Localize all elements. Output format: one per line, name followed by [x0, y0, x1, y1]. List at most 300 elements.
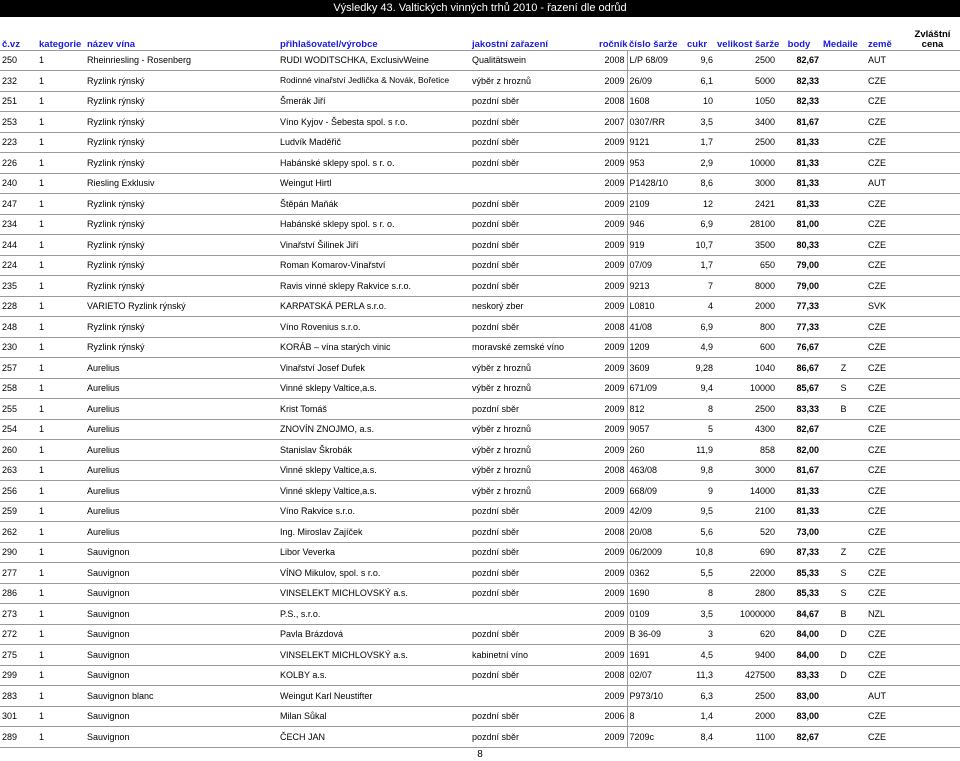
cell-velikost: 22000 — [749, 567, 775, 578]
cell-zeme: CZE — [868, 198, 886, 209]
cell-cukr: 5,6 — [700, 526, 713, 537]
cell-nazev: Aurelius — [87, 526, 120, 537]
cell-rocnik: 2009 — [604, 198, 625, 209]
cell-prihlasovatel: Ludvík Maděřič — [280, 137, 342, 148]
cell-cena — [905, 214, 960, 235]
cell-cukr: 11,3 — [696, 670, 713, 681]
cell-sarze: 8 — [627, 706, 685, 727]
cell-zeme: CZE — [868, 649, 886, 660]
cell-prihlasovatel: Habánské sklepy spol. s r. o. — [280, 157, 395, 168]
cell-medaile — [821, 522, 866, 543]
cell-medaile — [821, 91, 866, 112]
cell-sarze: 0109 — [627, 604, 685, 625]
cell-zeme: CZE — [868, 465, 886, 476]
cell-kategorie: 1 — [39, 670, 45, 681]
cell-nazev: Ryzlink rýnský — [87, 321, 145, 332]
header-body: body — [787, 38, 811, 50]
cell-rocnik: 2009 — [604, 690, 625, 701]
cell-velikost: 3400 — [754, 116, 775, 127]
cell-cv: 290 — [2, 547, 18, 558]
cell-medaile — [821, 460, 866, 481]
cell-medaile — [821, 440, 866, 461]
table-row — [0, 50, 960, 71]
cell-zeme: CZE — [868, 485, 886, 496]
cell-cena — [905, 583, 960, 604]
cell-cukr: 8 — [707, 588, 713, 599]
cell-velikost: 620 — [759, 629, 775, 640]
cell-zeme: CZE — [868, 629, 886, 640]
cell-medaile: D — [840, 629, 847, 640]
cell-medaile — [821, 501, 866, 522]
cell-jakost: pozdní sběr — [472, 96, 520, 107]
cell-zeme: CZE — [868, 342, 886, 353]
cell-body: 81,67 — [796, 116, 819, 127]
cell-prihlasovatel: ZNOVÍN ZNOJMO, a.s. — [280, 424, 375, 435]
cell-jakost: pozdní sběr — [472, 629, 520, 640]
cell-rocnik: 2009 — [604, 137, 625, 148]
cell-cv: 283 — [2, 690, 18, 701]
cell-jakost: pozdní sběr — [472, 260, 520, 271]
cell-jakost: výběr z hroznů — [472, 362, 532, 373]
cell-velikost: 2500 — [754, 55, 775, 66]
cell-prihlasovatel: Pavla Brázdová — [280, 629, 344, 640]
cell-sarze: 42/09 — [627, 501, 685, 522]
cell-sarze: P973/10 — [627, 686, 685, 707]
cell-cena — [905, 563, 960, 584]
cell-nazev: Ryzlink rýnský — [87, 198, 145, 209]
cell-body: 82,67 — [796, 731, 819, 742]
cell-body: 87,33 — [796, 547, 819, 558]
cell-kategorie: 1 — [39, 260, 45, 271]
cell-cv: 254 — [2, 424, 18, 435]
cell-cena — [905, 624, 960, 645]
cell-cena — [905, 255, 960, 276]
cell-cena — [905, 419, 960, 440]
cell-medaile: B — [840, 608, 847, 619]
cell-kategorie: 1 — [39, 649, 45, 660]
cell-prihlasovatel: Krist Tomáš — [280, 403, 327, 414]
cell-cukr: 8,4 — [700, 731, 713, 742]
cell-kategorie: 1 — [39, 280, 45, 291]
cell-kategorie: 1 — [39, 55, 45, 66]
cell-kategorie: 1 — [39, 690, 45, 701]
cell-zeme: CZE — [868, 321, 886, 332]
cell-kategorie: 1 — [39, 321, 45, 332]
cell-medaile — [821, 296, 866, 317]
cell-kategorie: 1 — [39, 567, 45, 578]
cell-velikost: 1000000 — [739, 608, 775, 619]
cell-body: 84,00 — [796, 649, 819, 660]
cell-velikost: 10000 — [749, 157, 775, 168]
cell-zeme: CZE — [868, 547, 886, 558]
cell-cukr: 4,5 — [700, 649, 713, 660]
cell-cv: 226 — [2, 157, 18, 168]
cell-medaile — [821, 173, 866, 194]
cell-cv: 251 — [2, 96, 18, 107]
cell-prihlasovatel: Vinařství Šilinek Jiří — [280, 239, 359, 250]
table-row — [0, 542, 960, 563]
cell-nazev: Ryzlink rýnský — [87, 260, 145, 271]
cell-zeme: CZE — [868, 444, 886, 455]
cell-jakost: pozdní sběr — [472, 731, 520, 742]
cell-velikost: 1100 — [755, 731, 775, 742]
cell-kategorie: 1 — [39, 383, 45, 394]
cell-cv: 260 — [2, 444, 18, 455]
cell-cukr: 8 — [707, 403, 713, 414]
cell-prihlasovatel: VINSELEKT MICHLOVSKÝ a.s. — [280, 588, 408, 599]
cell-cv: 228 — [2, 301, 18, 312]
table-row — [0, 173, 960, 194]
cell-medaile — [821, 235, 866, 256]
cell-nazev: Ryzlink rýnský — [87, 116, 145, 127]
cell-zeme: CZE — [868, 711, 886, 722]
cell-nazev: Riesling Exklusiv — [87, 178, 155, 189]
cell-cena — [905, 522, 960, 543]
cell-nazev: Sauvignon — [87, 608, 130, 619]
cell-nazev: Aurelius — [87, 465, 120, 476]
cell-sarze: 2109 — [627, 194, 685, 215]
cell-nazev: Ryzlink rýnský — [87, 96, 145, 107]
cell-zeme: CZE — [868, 506, 886, 517]
cell-sarze: 06/2009 — [627, 542, 685, 563]
cell-kategorie: 1 — [39, 362, 45, 373]
cell-body: 81,33 — [796, 178, 819, 189]
cell-velikost: 2100 — [754, 506, 775, 517]
cell-zeme: CZE — [868, 383, 886, 394]
table-row — [0, 296, 960, 317]
cell-body: 77,33 — [796, 321, 819, 332]
cell-prihlasovatel: VINSELEKT MICHLOVSKÝ a.s. — [280, 649, 408, 660]
cell-jakost: pozdní sběr — [472, 137, 520, 148]
table-row — [0, 645, 960, 666]
cell-body: 85,33 — [796, 567, 819, 578]
cell-rocnik: 2009 — [604, 75, 625, 86]
cell-cena — [905, 378, 960, 399]
cell-medaile — [821, 255, 866, 276]
cell-velikost: 858 — [759, 444, 775, 455]
cell-nazev: Aurelius — [87, 362, 120, 373]
cell-kategorie: 1 — [39, 157, 45, 168]
cell-nazev: Ryzlink rýnský — [87, 75, 145, 86]
table-row — [0, 563, 960, 584]
cell-kategorie: 1 — [39, 198, 45, 209]
cell-nazev: Sauvignon — [87, 567, 130, 578]
cell-body: 85,67 — [796, 383, 819, 394]
cell-velikost: 28100 — [749, 219, 775, 230]
cell-velikost: 690 — [759, 547, 775, 558]
cell-cena — [905, 645, 960, 666]
cell-body: 83,33 — [796, 670, 819, 681]
cell-zeme: CZE — [868, 116, 886, 127]
cell-velikost: 2500 — [754, 137, 775, 148]
cell-cena — [905, 50, 960, 71]
cell-cukr: 1,4 — [700, 711, 713, 722]
cell-cukr: 9,4 — [700, 383, 713, 394]
header-cena-bottom: cena — [921, 38, 944, 50]
table-row — [0, 153, 960, 174]
cell-body: 80,33 — [796, 239, 819, 250]
cell-sarze: 463/08 — [627, 460, 685, 481]
cell-prihlasovatel: Víno Kyjov - Šebesta spol. s r.o. — [280, 116, 408, 127]
cell-cukr: 6,9 — [700, 321, 713, 332]
cell-cukr: 10,7 — [695, 239, 713, 250]
cell-nazev: Ryzlink rýnský — [87, 157, 145, 168]
cell-jakost: pozdní sběr — [472, 670, 520, 681]
cell-jakost: pozdní sběr — [472, 711, 520, 722]
cell-medaile — [821, 71, 866, 92]
cell-jakost: Qualitätswein — [472, 55, 527, 66]
cell-nazev: Ryzlink rýnský — [87, 239, 145, 250]
cell-velikost: 650 — [759, 260, 775, 271]
cell-kategorie: 1 — [39, 116, 45, 127]
cell-prihlasovatel: Ing. Miroslav Zajíček — [280, 526, 363, 537]
cell-rocnik: 2009 — [604, 649, 625, 660]
cell-jakost: pozdní sběr — [472, 403, 520, 414]
cell-medaile: B — [840, 403, 847, 414]
cell-cukr: 6,9 — [700, 219, 713, 230]
cell-zeme: CZE — [868, 362, 886, 373]
cell-kategorie: 1 — [39, 178, 45, 189]
cell-rocnik: 2009 — [604, 280, 625, 291]
cell-zeme: CZE — [868, 731, 886, 742]
cell-nazev: Aurelius — [87, 424, 120, 435]
cell-cukr: 9,5 — [700, 506, 713, 517]
cell-kategorie: 1 — [39, 588, 45, 599]
cell-kategorie: 1 — [39, 301, 45, 312]
cell-medaile — [821, 194, 866, 215]
cell-nazev: Ryzlink rýnský — [87, 219, 145, 230]
cell-medaile — [821, 50, 866, 71]
cell-sarze: 260 — [627, 440, 685, 461]
cell-cena — [905, 686, 960, 707]
cell-cv: 273 — [2, 608, 18, 619]
cell-body: 81,00 — [796, 219, 819, 230]
cell-cv: 234 — [2, 219, 18, 230]
table-row — [0, 194, 960, 215]
cell-cena — [905, 235, 960, 256]
cell-sarze: L/P 68/09 — [627, 50, 685, 71]
table-row — [0, 91, 960, 112]
cell-prihlasovatel: Víno Rakvice s.r.o. — [280, 506, 356, 517]
cell-sarze: B 36-09 — [627, 624, 685, 645]
cell-cena — [905, 112, 960, 133]
cell-jakost: výběr z hroznů — [472, 424, 532, 435]
cell-body: 83,33 — [796, 403, 819, 414]
cell-velikost: 600 — [759, 342, 775, 353]
cell-zeme: AUT — [868, 178, 886, 189]
cell-cena — [905, 276, 960, 297]
cell-velikost: 2000 — [754, 711, 775, 722]
cell-cukr: 2,9 — [700, 157, 713, 168]
cell-body: 81,33 — [796, 157, 819, 168]
cell-sarze: 668/09 — [627, 481, 685, 502]
cell-medaile — [821, 706, 866, 727]
cell-nazev: Sauvignon — [87, 731, 130, 742]
cell-cukr: 4 — [707, 301, 713, 312]
cell-cv: 248 — [2, 321, 18, 332]
cell-cena — [905, 71, 960, 92]
cell-kategorie: 1 — [39, 465, 45, 476]
table-row — [0, 276, 960, 297]
cell-rocnik: 2009 — [604, 403, 625, 414]
cell-prihlasovatel: Milan Sůkal — [280, 711, 327, 722]
cell-cv: 250 — [2, 55, 18, 66]
cell-velikost: 8000 — [754, 280, 775, 291]
cell-body: 82,00 — [796, 444, 819, 455]
cell-cukr: 1,7 — [700, 137, 713, 148]
cell-cv: 289 — [2, 731, 18, 742]
cell-nazev: Aurelius — [87, 444, 120, 455]
cell-cena — [905, 153, 960, 174]
cell-velikost: 4300 — [754, 424, 775, 435]
cell-medaile — [821, 727, 866, 748]
cell-velikost: 2000 — [754, 301, 775, 312]
cell-cena — [905, 358, 960, 379]
cell-body: 84,00 — [796, 629, 819, 640]
cell-cena — [905, 91, 960, 112]
cell-cukr: 9,6 — [700, 55, 713, 66]
cell-cukr: 3,5 — [700, 116, 713, 127]
cell-sarze: 41/08 — [627, 317, 685, 338]
cell-cv: 301 — [2, 711, 18, 722]
cell-rocnik: 2008 — [604, 96, 625, 107]
cell-nazev: Aurelius — [87, 506, 120, 517]
cell-prihlasovatel: Weingut Hirtl — [280, 178, 332, 189]
cell-sarze: 20/08 — [627, 522, 685, 543]
cell-cv: 230 — [2, 342, 18, 353]
cell-medaile — [821, 419, 866, 440]
cell-medaile — [821, 132, 866, 153]
cell-sarze: 9121 — [627, 132, 685, 153]
cell-sarze: 1608 — [627, 91, 685, 112]
cell-kategorie: 1 — [39, 219, 45, 230]
cell-velikost: 3500 — [754, 239, 775, 250]
cell-rocnik: 2009 — [604, 608, 625, 619]
cell-zeme: CZE — [868, 424, 886, 435]
cell-kategorie: 1 — [39, 137, 45, 148]
cell-prihlasovatel: P.S., s.r.o. — [280, 608, 321, 619]
cell-body: 82,33 — [796, 96, 819, 107]
table-row — [0, 686, 960, 707]
cell-prihlasovatel: Stanislav Škrobák — [280, 444, 353, 455]
cell-zeme: CZE — [868, 567, 886, 578]
cell-cv: 258 — [2, 383, 18, 394]
cell-kategorie: 1 — [39, 342, 45, 353]
cell-kategorie: 1 — [39, 608, 45, 619]
cell-nazev: Ryzlink rýnský — [87, 342, 145, 353]
cell-cena — [905, 337, 960, 358]
cell-cukr: 9 — [707, 485, 713, 496]
cell-prihlasovatel: KOLBY a.s. — [280, 670, 327, 681]
cell-velikost: 1040 — [754, 362, 775, 373]
header-cena — [905, 24, 960, 50]
cell-kategorie: 1 — [39, 424, 45, 435]
cell-cukr: 10,8 — [695, 547, 713, 558]
cell-zeme: CZE — [868, 239, 886, 250]
cell-sarze: 9213 — [627, 276, 685, 297]
cell-nazev: Rheinriesling - Rosenberg — [87, 55, 192, 66]
cell-cena — [905, 132, 960, 153]
cell-jakost: pozdní sběr — [472, 547, 520, 558]
cell-zeme: SVK — [868, 301, 887, 312]
cell-cv: 235 — [2, 280, 18, 291]
cell-body: 81,67 — [796, 465, 819, 476]
cell-rocnik: 2009 — [604, 506, 625, 517]
header-kategorie: kategorie — [39, 38, 82, 50]
cell-zeme: CZE — [868, 260, 886, 271]
cell-zeme: AUT — [868, 690, 886, 701]
cell-sarze: 0307/RR — [627, 112, 685, 133]
cell-nazev: Sauvignon — [87, 711, 130, 722]
cell-sarze: 919 — [627, 235, 685, 256]
cell-velikost: 2500 — [754, 403, 775, 414]
cell-zeme: CZE — [868, 588, 886, 599]
cell-jakost — [470, 173, 597, 194]
cell-cv: 277 — [2, 567, 18, 578]
cell-cv: 263 — [2, 465, 18, 476]
cell-zeme: CZE — [868, 670, 886, 681]
cell-prihlasovatel: Víno Rovenius s.r.o. — [280, 321, 361, 332]
header-jakost: jakostní zařazení — [472, 38, 549, 50]
table-row — [0, 481, 960, 502]
cell-kategorie: 1 — [39, 526, 45, 537]
cell-cukr: 11,9 — [696, 444, 713, 455]
cell-zeme: CZE — [868, 280, 886, 291]
cell-sarze: P1428/10 — [627, 173, 685, 194]
cell-cena — [905, 542, 960, 563]
cell-cv: 247 — [2, 198, 18, 209]
cell-prihlasovatel: ČECH JAN — [280, 731, 326, 742]
cell-prihlasovatel: Ravis vinné sklepy Rakvice s.r.o. — [280, 280, 412, 291]
cell-kategorie: 1 — [39, 96, 45, 107]
cell-cena — [905, 173, 960, 194]
cell-body: 81,33 — [796, 506, 819, 517]
cell-nazev: Aurelius — [87, 383, 120, 394]
cell-body: 83,00 — [796, 690, 819, 701]
cell-cv: 253 — [2, 116, 18, 127]
cell-prihlasovatel: Roman Komarov-Vinařství — [280, 260, 386, 271]
cell-jakost: pozdní sběr — [472, 157, 520, 168]
cell-prihlasovatel: Vinařství Josef Dufek — [280, 362, 365, 373]
cell-body: 81,33 — [796, 137, 819, 148]
cell-jakost: moravské zemské víno — [472, 342, 565, 353]
cell-medaile: Z — [840, 362, 847, 373]
cell-medaile: S — [840, 588, 847, 599]
cell-zeme: CZE — [868, 219, 886, 230]
cell-rocnik: 2009 — [604, 342, 625, 353]
cell-jakost: pozdní sběr — [472, 526, 520, 537]
cell-zeme: NZL — [868, 608, 886, 619]
cell-velikost: 3000 — [754, 465, 775, 476]
cell-medaile — [821, 276, 866, 297]
cell-rocnik: 2009 — [604, 731, 625, 742]
table-row — [0, 71, 960, 92]
cell-prihlasovatel: VÍNO Mikulov, spol. s r.o. — [280, 567, 381, 578]
cell-rocnik: 2009 — [604, 567, 625, 578]
cell-rocnik: 2009 — [604, 588, 625, 599]
cell-body: 82,67 — [796, 55, 819, 66]
cell-cukr: 1,7 — [700, 260, 713, 271]
cell-rocnik: 2006 — [604, 711, 625, 722]
cell-cukr: 7 — [707, 280, 713, 291]
cell-kategorie: 1 — [39, 506, 45, 517]
cell-kategorie: 1 — [39, 485, 45, 496]
cell-cena — [905, 317, 960, 338]
header-velikost: velikost šarže — [717, 38, 780, 50]
cell-sarze: 671/09 — [627, 378, 685, 399]
cell-sarze: 7209c — [627, 727, 685, 748]
cell-cukr: 12 — [702, 198, 713, 209]
